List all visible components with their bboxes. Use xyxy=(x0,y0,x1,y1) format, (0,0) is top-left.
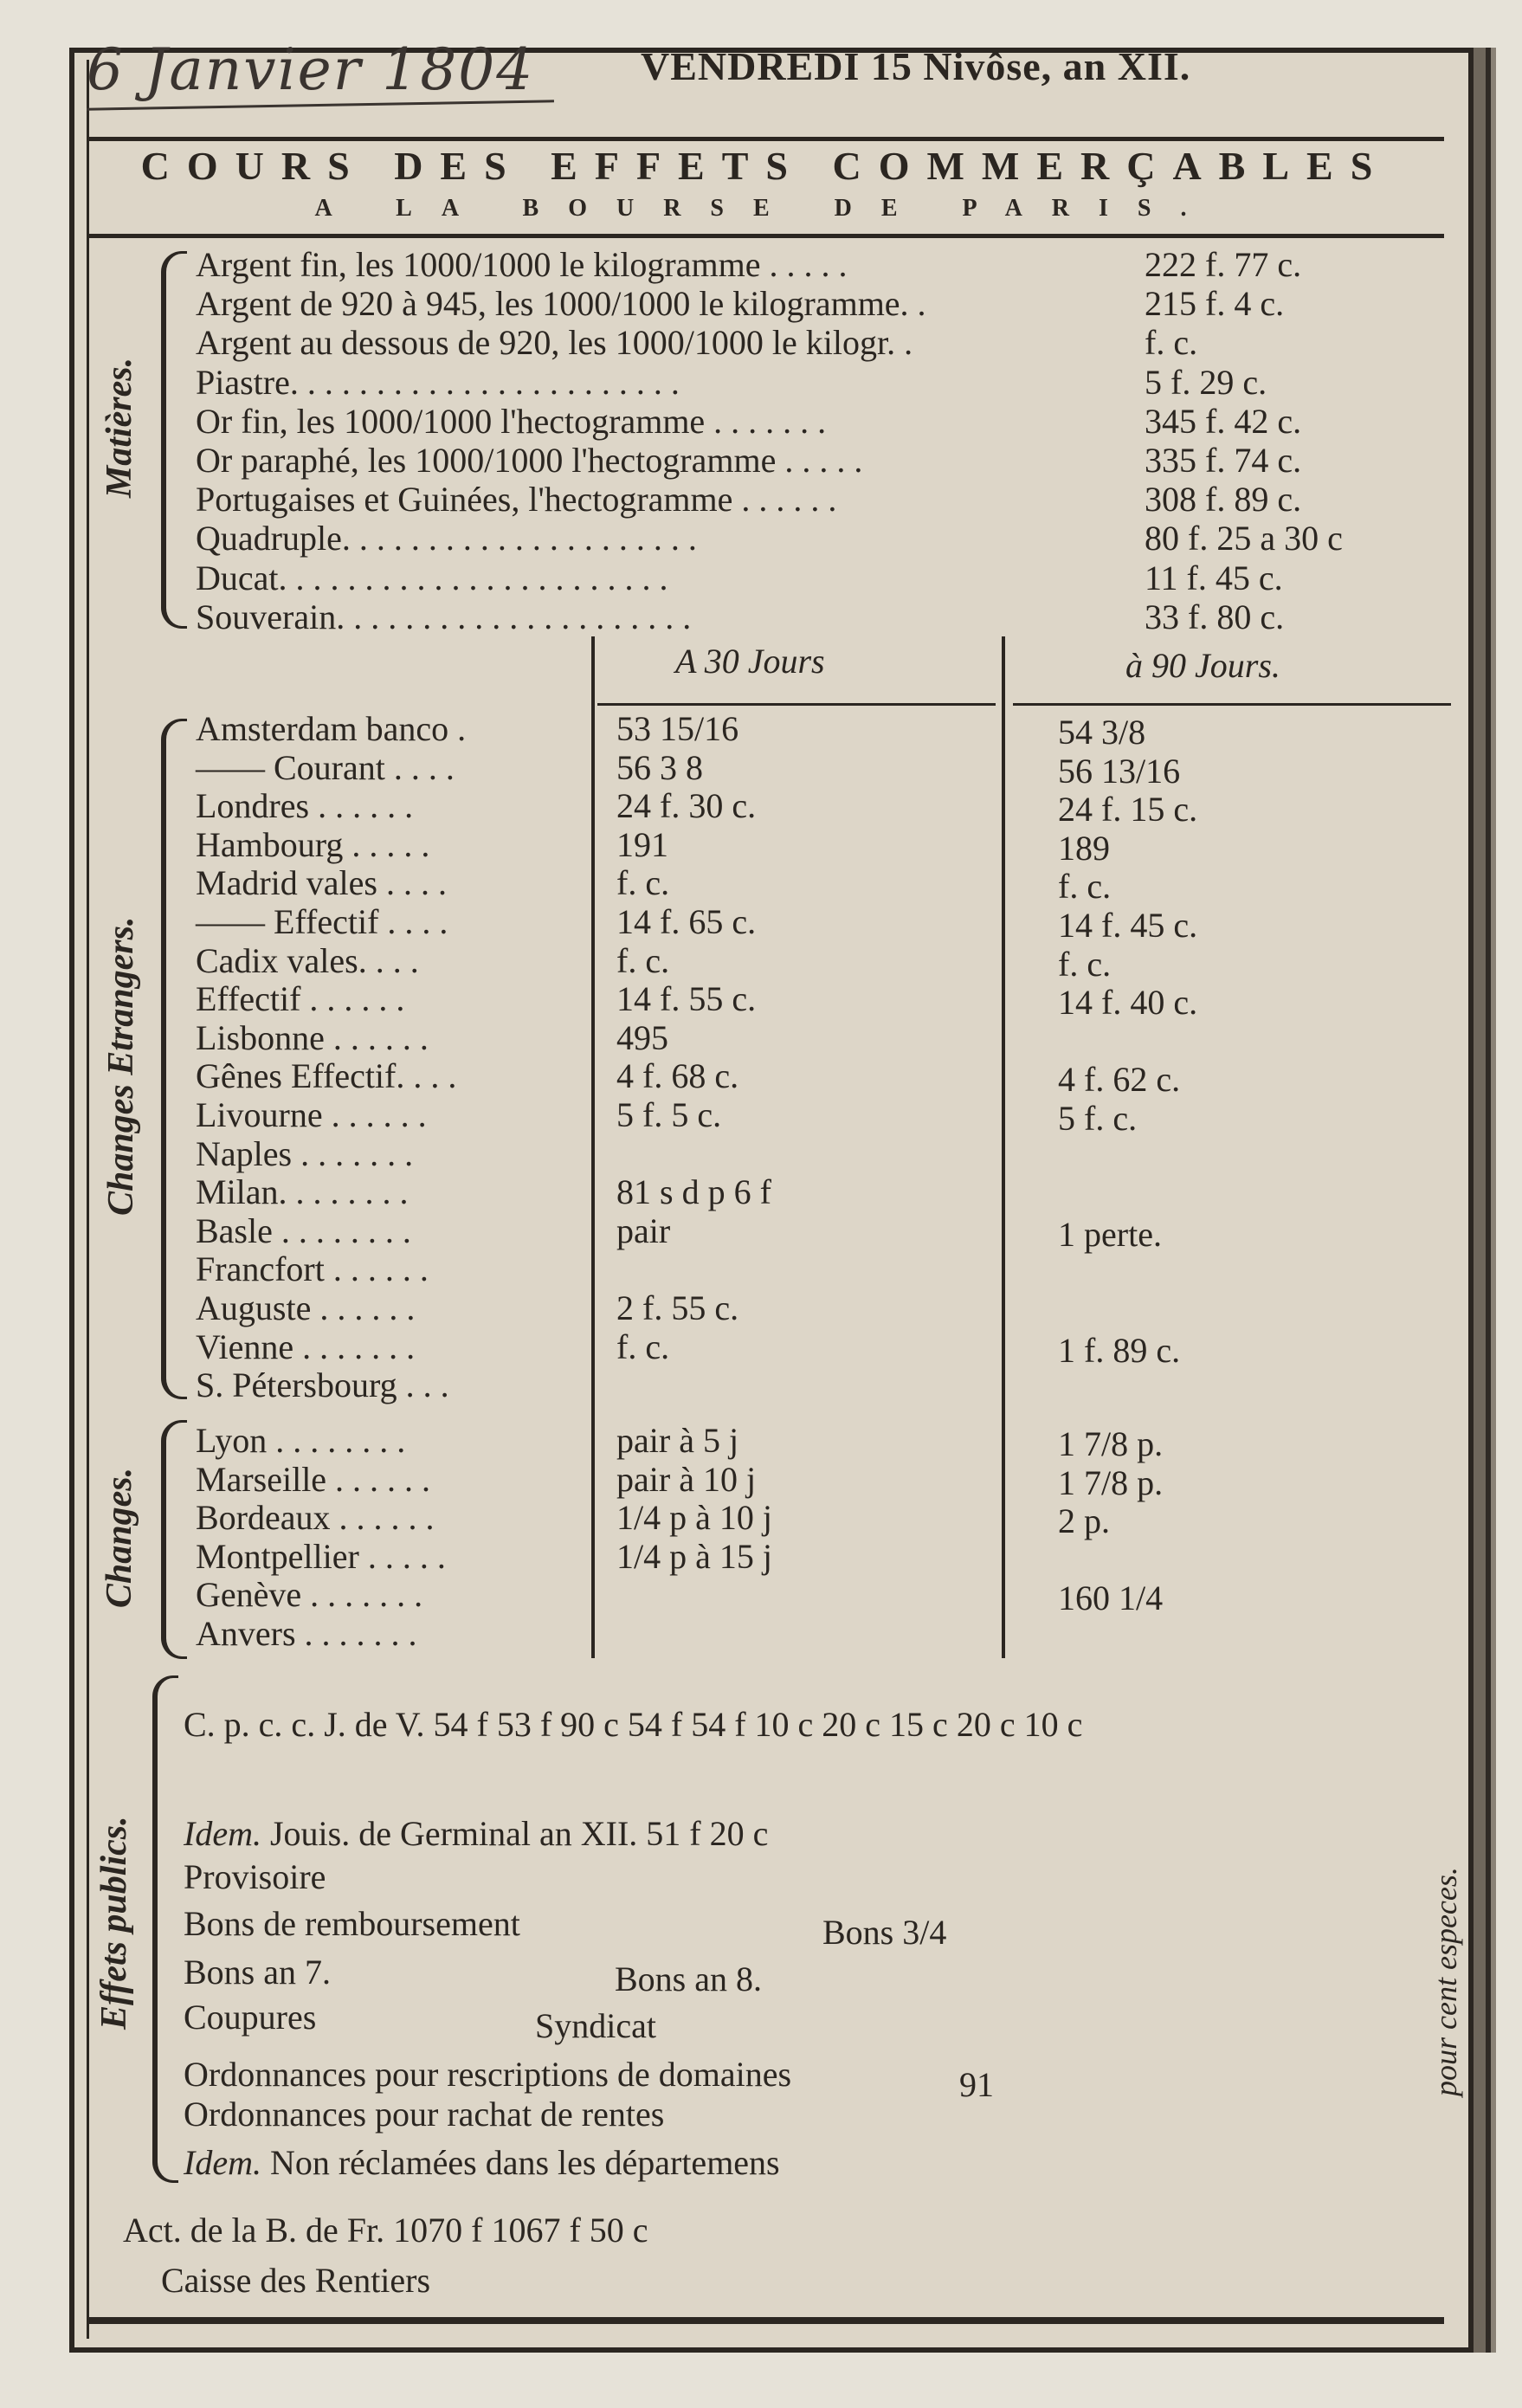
changes-etrangers-row-30-jours: 81 s d p 6 f xyxy=(616,1172,771,1212)
column-divider-left xyxy=(591,636,595,1658)
effets-line-idem-non-reclamees xyxy=(184,2142,780,2183)
changes-etrangers-row-30-jours: 2 f. 55 c. xyxy=(616,1288,739,1327)
brace-changes xyxy=(161,1420,187,1659)
footer-rule xyxy=(87,2317,1444,2324)
idem-label-2: Idem. xyxy=(184,2143,261,2182)
changes-row-label: Genève . . . . . . . xyxy=(196,1575,423,1615)
changes-row-30-jours: 1/4 p à 10 j xyxy=(616,1498,772,1538)
matieres-row-value: 308 f. 89 c. xyxy=(1145,480,1302,520)
changes-row-90-jours: 160 1/4 xyxy=(1058,1578,1164,1618)
effets-line-idem-jouis xyxy=(184,1813,768,1854)
changes-etrangers-row-90-jours: 189 xyxy=(1058,828,1110,868)
changes-etrangers-row-90-jours: 14 f. 45 c. xyxy=(1058,906,1198,945)
changes-etrangers-row-label: —— Effectif . . . . xyxy=(196,902,448,941)
changes-etrangers-row-label: Vienne . . . . . . . xyxy=(196,1327,416,1366)
idem-label: Idem. xyxy=(184,1814,261,1853)
changes-etrangers-row-label: Basle . . . . . . . . xyxy=(196,1210,411,1250)
matieres-row-value: 215 f. 4 c. xyxy=(1145,284,1285,324)
header-rule-top xyxy=(87,137,1444,141)
changes-etrangers-row-label: Naples . . . . . . . xyxy=(196,1133,414,1173)
changes-etrangers-row-90-jours: 5 f. c. xyxy=(1058,1099,1138,1138)
matieres-row-label: Souverain. . . . . . . . . . . . . . . . . . . . . xyxy=(196,597,692,636)
effets-line-action-banque: Act. de la B. de Fr. 1070 f 1067 f 50 c xyxy=(123,2211,648,2250)
changes-row-label: Anvers . . . . . . . xyxy=(196,1614,417,1653)
changes-etrangers-row-90-jours: 1 f. 89 c. xyxy=(1058,1330,1181,1370)
changes-etrangers-row-90-jours: f. c. xyxy=(1058,867,1112,907)
section-label-changes-etrangers: Changes Etrangers. xyxy=(101,916,141,1216)
changes-row-label: Bordeaux . . . . . . xyxy=(196,1498,435,1538)
matieres-row-label: Argent au dessous de 920, les 1000/1000 le kilogr. . xyxy=(196,323,913,363)
changes-etrangers-row-30-jours: 14 f. 65 c. xyxy=(616,902,757,941)
matieres-row-value: 5 f. 29 c. xyxy=(1145,362,1267,402)
changes-etrangers-row-30-jours: f. c. xyxy=(616,940,670,980)
matieres-row-value: 222 f. 77 c. xyxy=(1145,245,1302,284)
effets-line-ordonnances-rachat: Ordonnances pour rachat de rentes xyxy=(184,2095,665,2134)
matieres-row-label: Argent fin, les 1000/1000 le kilogramme . . . . . xyxy=(196,245,848,284)
section-label-effets-publics: Effets publics. xyxy=(94,1816,134,2030)
column-header-rule-left xyxy=(597,703,996,706)
changes-etrangers-row-30-jours: pair xyxy=(616,1210,671,1250)
matieres-row-label: Portugaises et Guinées, l'hectogramme . . . . . . xyxy=(196,480,837,520)
matieres-row-label: Ducat. . . . . . . . . . . . . . . . . . . . . . . xyxy=(196,558,668,597)
effets-line-coupures: Coupures xyxy=(184,1998,317,2037)
effets-line-bons-an-8: Bons an 8. xyxy=(615,1959,762,1998)
changes-row-30-jours: pair à 10 j xyxy=(616,1459,757,1499)
column-divider-right xyxy=(1002,636,1005,1658)
side-note-pour-cent: pour cent especes. xyxy=(1428,1867,1463,2096)
changes-etrangers-row-label: Lisbonne . . . . . . xyxy=(196,1017,429,1057)
matieres-row-value: 33 f. 80 c. xyxy=(1145,597,1285,636)
matieres-row-label: Argent de 920 à 945, les 1000/1000 le kilogramme. . xyxy=(196,284,926,324)
changes-etrangers-row-90-jours: f. c. xyxy=(1058,944,1112,984)
changes-etrangers-row-label: Livourne . . . . . . xyxy=(196,1095,427,1134)
changes-etrangers-row-label: Hambourg . . . . . xyxy=(196,824,430,864)
changes-row-90-jours: 1 7/8 p. xyxy=(1058,1462,1164,1502)
idem-jouis-text: Jouis. de Germinal an XII. 51 f 20 c xyxy=(269,1814,769,1853)
effets-line-provisoire: Provisoire xyxy=(184,1857,326,1896)
column-header-90-jours: à 90 Jours. xyxy=(1125,646,1280,685)
changes-etrangers-row-30-jours: 495 xyxy=(616,1017,668,1057)
changes-etrangers-row-label: Madrid vales . . . . xyxy=(196,863,447,903)
changes-etrangers-row-30-jours: 24 f. 30 c. xyxy=(616,786,757,826)
changes-etrangers-row-label: Gênes Effectif. . . . xyxy=(196,1056,457,1096)
changes-etrangers-row-30-jours: f. c. xyxy=(616,1327,670,1366)
brace-changes-etrangers xyxy=(161,719,187,1399)
printed-date: VENDREDI 15 Nivôse, an XII. xyxy=(641,44,1191,88)
section-label-matieres: Matières. xyxy=(100,357,139,499)
changes-etrangers-row-label: Londres . . . . . . xyxy=(196,786,414,826)
changes-etrangers-row-90-jours: 4 f. 62 c. xyxy=(1058,1060,1181,1100)
header-rule-bottom xyxy=(87,234,1444,238)
matieres-row-value: 80 f. 25 a 30 c xyxy=(1145,519,1343,558)
changes-etrangers-row-90-jours: 54 3/8 xyxy=(1058,713,1146,752)
matieres-row-label: Or paraphé, les 1000/1000 l'hectogramme . . . . . xyxy=(196,441,863,480)
brace-matieres xyxy=(161,251,187,629)
matieres-row-value: 335 f. 74 c. xyxy=(1145,441,1302,480)
column-header-rule-right xyxy=(1013,703,1451,706)
changes-row-label: Montpellier . . . . . xyxy=(196,1536,446,1576)
page-subtitle: A LA BOURSE DE PARIS. xyxy=(314,195,1216,222)
changes-etrangers-row-label: Amsterdam banco . xyxy=(196,709,467,748)
effets-line-bons-an-7: Bons an 7. xyxy=(184,1953,331,1992)
changes-etrangers-row-30-jours: 5 f. 5 c. xyxy=(616,1095,722,1134)
changes-etrangers-row-label: Cadix vales. . . . xyxy=(196,940,419,980)
effets-line-syndicat: Syndicat xyxy=(535,2006,656,2045)
page-title: COURS DES EFFETS COMMERÇABLES xyxy=(140,144,1390,188)
changes-row-90-jours: 2 p. xyxy=(1058,1501,1110,1541)
changes-etrangers-row-30-jours: 4 f. 68 c. xyxy=(616,1056,739,1096)
effets-line-caisse-rentiers: Caisse des Rentiers xyxy=(161,2261,431,2300)
changes-row-90-jours: 1 7/8 p. xyxy=(1058,1424,1164,1463)
changes-etrangers-row-90-jours: 24 f. 15 c. xyxy=(1058,790,1198,830)
changes-etrangers-row-30-jours: 56 3 8 xyxy=(616,747,703,787)
changes-row-30-jours: pair à 5 j xyxy=(616,1421,739,1460)
changes-row-label: Marseille . . . . . . xyxy=(196,1459,431,1499)
effets-line-bons-3-4: Bons 3/4 xyxy=(822,1913,947,1952)
handwritten-date: 6 Janvier 1804 xyxy=(87,36,535,103)
section-label-changes: Changes. xyxy=(100,1467,139,1609)
brace-effets-publics xyxy=(152,1675,178,2183)
changes-etrangers-row-90-jours: 1 perte. xyxy=(1058,1214,1162,1254)
non-reclamees-text: Non réclamées dans les départemens xyxy=(269,2143,780,2182)
matieres-row-label: Piastre. . . . . . . . . . . . . . . . . . . . . . . xyxy=(196,362,680,402)
column-header-30-jours: A 30 Jours xyxy=(675,642,825,681)
matieres-row-label: Or fin, les 1000/1000 l'hectogramme . . . . . . . xyxy=(196,401,827,441)
changes-etrangers-row-30-jours: f. c. xyxy=(616,863,670,903)
changes-etrangers-row-90-jours: 56 13/16 xyxy=(1058,751,1181,791)
matieres-row-value: 345 f. 42 c. xyxy=(1145,401,1302,441)
effets-line-ordonnances-rescriptions: Ordonnances pour rescriptions de domaines xyxy=(184,2055,792,2094)
changes-etrangers-row-30-jours: 53 15/16 xyxy=(616,709,739,748)
changes-etrangers-row-label: Auguste . . . . . . xyxy=(196,1288,416,1327)
changes-row-30-jours: 1/4 p à 15 j xyxy=(616,1536,772,1576)
effets-line-ordonnances-value: 91 xyxy=(959,2065,994,2104)
changes-etrangers-row-30-jours: 191 xyxy=(616,824,668,864)
effets-line-cpcc: C. p. c. c. J. de V. 54 f 53 f 90 c 54 f 54 f 10 c 20 c 15 c 20 c 10 c xyxy=(184,1705,1083,1744)
changes-row-label: Lyon . . . . . . . . xyxy=(196,1421,406,1460)
changes-etrangers-row-label: Milan. . . . . . . . xyxy=(196,1172,409,1212)
matieres-row-label: Quadruple. . . . . . . . . . . . . . . . . . . . . xyxy=(196,519,697,558)
changes-etrangers-row-label: —— Courant . . . . xyxy=(196,747,455,787)
changes-etrangers-row-label: Effectif . . . . . . xyxy=(196,979,405,1019)
matieres-row-value: 11 f. 45 c. xyxy=(1145,558,1283,597)
effets-line-bons-remboursement: Bons de remboursement xyxy=(184,1904,520,1943)
matieres-row-value: f. c. xyxy=(1145,323,1198,363)
changes-etrangers-row-30-jours: 14 f. 55 c. xyxy=(616,979,757,1019)
changes-etrangers-row-label: S. Pétersbourg . . . xyxy=(196,1365,449,1405)
changes-etrangers-row-90-jours: 14 f. 40 c. xyxy=(1058,983,1198,1023)
changes-etrangers-row-label: Francfort . . . . . . xyxy=(196,1249,429,1289)
